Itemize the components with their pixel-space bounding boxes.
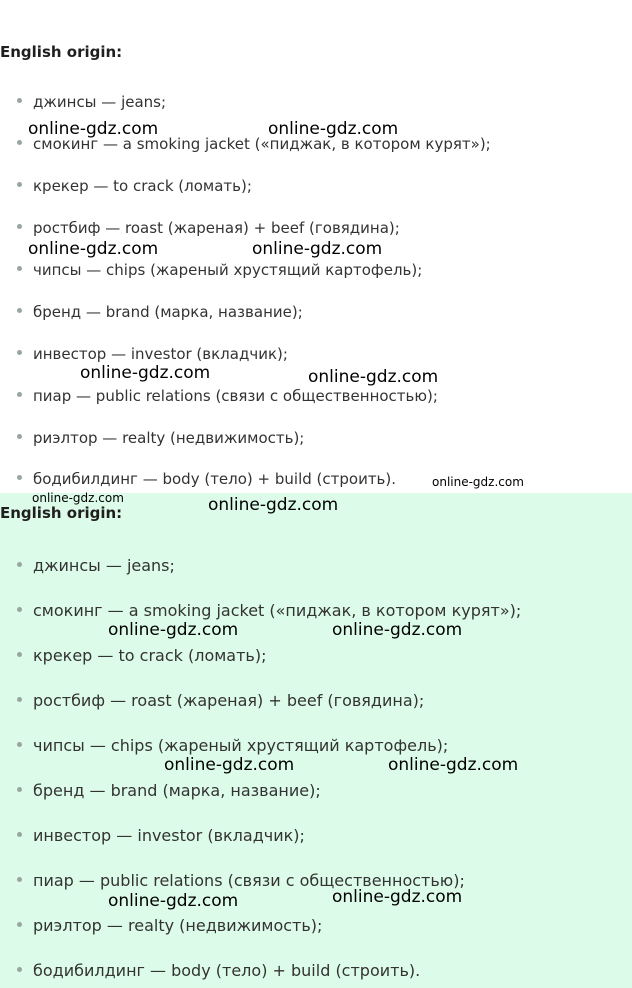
bullet-icon [17,967,22,972]
watermark: online-gdz.com [332,620,463,640]
bullet-icon [17,350,22,355]
bullet-icon [17,392,22,397]
list-item: инвестор — investor (вкладчик); [17,345,288,363]
bullet-icon [17,308,22,313]
bullet-icon [17,877,22,882]
watermark: online-gdz.com [32,491,124,505]
section-heading: English origin: [0,504,123,522]
bullet-icon [17,742,22,747]
list-item: чипсы — chips (жареный хрустящий картофель); [17,736,448,755]
watermark: online-gdz.com [208,495,339,515]
list-item: бренд — brand (марка, название); [17,303,303,321]
watermark: online-gdz.com [308,367,439,387]
watermark: online-gdz.com [108,891,239,911]
list-item: джинсы — jeans; [17,556,175,575]
bullet-icon [17,98,22,103]
list-item: бодибилдинг — body (тело) + build (строить). [17,961,420,980]
bullet-icon [17,652,22,657]
watermark: online-gdz.com [28,239,159,259]
list-item: чипсы — chips (жареный хрустящий картофель); [17,261,422,279]
bullet-icon [17,140,22,145]
bullet-icon [17,787,22,792]
list-item: смокинг — a smoking jacket («пиджак, в котором курят»); [17,601,521,620]
list-item: крекер — to crack (ломать); [17,177,252,195]
list-item: ростбиф — roast (жареная) + beef (говядина); [17,691,424,710]
bullet-icon [17,607,22,612]
section-bottom [0,493,632,988]
list-item: джинсы — jeans; [17,93,166,111]
list-item: пиар — public relations (связи с общественностью); [17,871,465,890]
bullet-icon [17,266,22,271]
watermark: online-gdz.com [108,620,239,640]
list-item: риэлтор — realty (недвижимость); [17,916,322,935]
section-heading: English origin: [0,43,123,61]
bullet-icon [17,562,22,567]
watermark: online-gdz.com [268,119,399,139]
watermark: online-gdz.com [388,755,519,775]
watermark: online-gdz.com [164,755,295,775]
watermark: online-gdz.com [432,475,524,489]
watermark: online-gdz.com [332,887,463,907]
watermark: online-gdz.com [80,363,211,383]
list-item: риэлтор — realty (недвижимость); [17,429,304,447]
list-item: крекер — to crack (ломать); [17,646,267,665]
list-item: бренд — brand (марка, название); [17,781,321,800]
bullet-icon [17,475,22,480]
bullet-icon [17,697,22,702]
bullet-icon [17,434,22,439]
bullet-icon [17,922,22,927]
watermark: online-gdz.com [252,239,383,259]
watermark: online-gdz.com [28,119,159,139]
bullet-icon [17,832,22,837]
list-item: смокинг — a smoking jacket («пиджак, в котором курят»); [17,135,491,153]
bullet-icon [17,182,22,187]
list-item: инвестор — investor (вкладчик); [17,826,305,845]
bullet-icon [17,224,22,229]
list-item: пиар — public relations (связи с общественностью); [17,387,438,405]
list-item: ростбиф — roast (жареная) + beef (говядина); [17,219,400,237]
list-item: бодибилдинг — body (тело) + build (строить). [17,470,396,488]
